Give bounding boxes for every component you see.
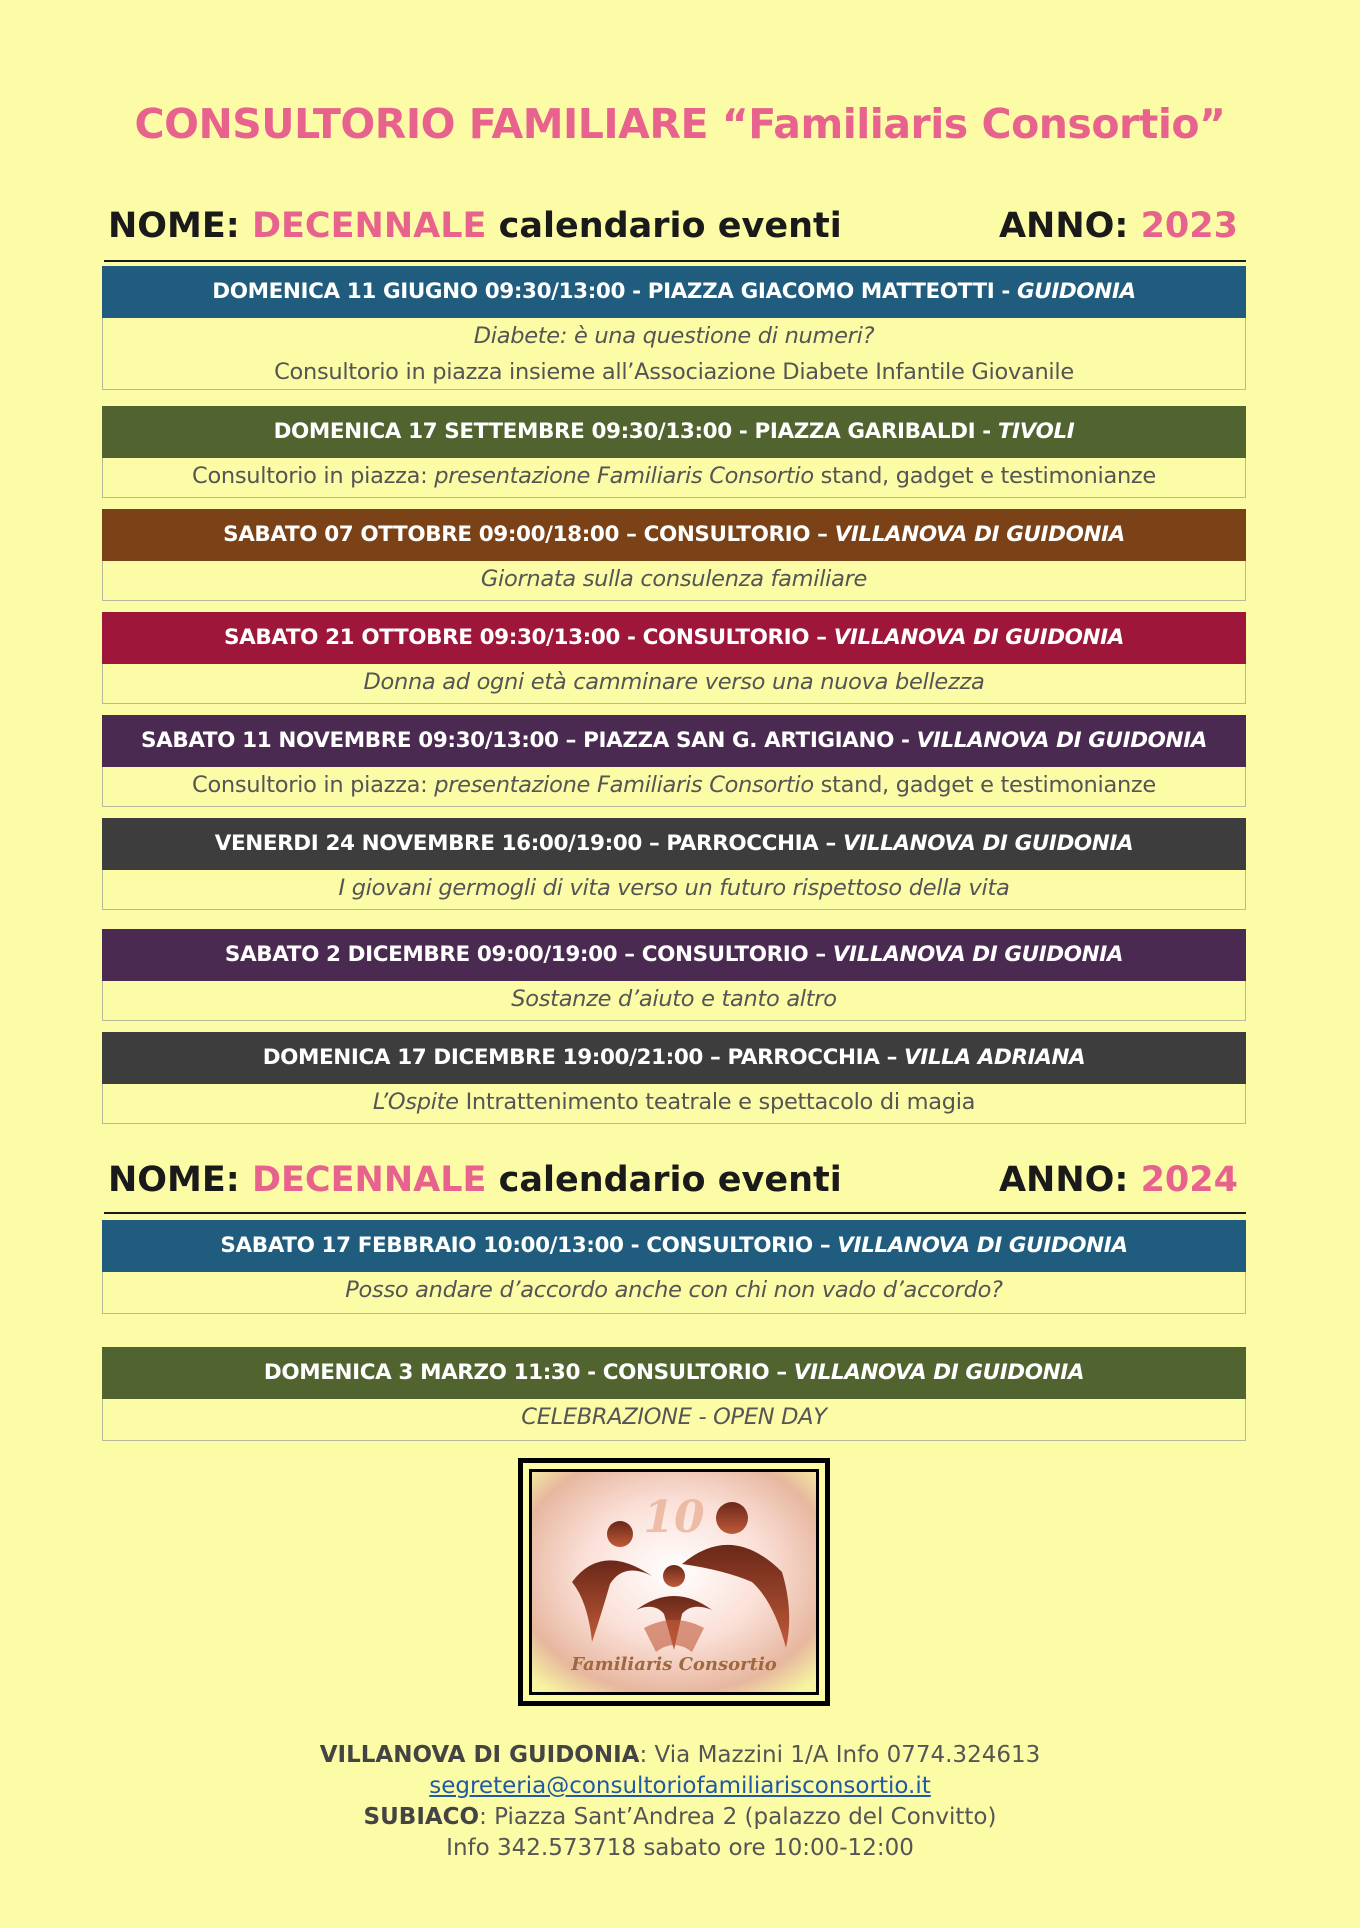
event-card <box>102 1032 1246 1124</box>
event-description: I giovani germogli di vita verso un futuro rispettoso della vita <box>102 870 1246 910</box>
event-header: DOMENICA 17 DICEMBRE 19:00/21:00 – PARROCCHIA – VILLA ADRIANA <box>102 1032 1246 1084</box>
name-label: NOME: <box>108 1160 240 1200</box>
decennale-label: DECENNALE <box>251 1160 487 1200</box>
event-header: DOMENICA 17 SETTEMBRE 09:30/13:00 - PIAZZA GARIBALDI - TIVOLI <box>102 406 1246 458</box>
event-card <box>102 266 1246 390</box>
section-header-2023 <box>108 206 1238 246</box>
event-card <box>102 929 1246 1021</box>
event-description: Consultorio in piazza: presentazione Familiaris Consortio stand, gadget e testimonianze <box>102 458 1246 498</box>
event-description: Giornata sulla consulenza familiare <box>102 561 1246 601</box>
logo-caption: Familiaris Consortio <box>571 1654 777 1675</box>
calendar-label: calendario eventi <box>498 206 842 246</box>
event-description: Sostanze d’aiuto e tanto altro <box>102 981 1246 1021</box>
contact-footer <box>0 1740 1360 1864</box>
family-logo-icon <box>532 1472 816 1692</box>
year-value: 2024 <box>1140 1160 1238 1200</box>
event-card <box>102 612 1246 704</box>
event-header: SABATO 17 FEBBRAIO 10:00/13:00 - CONSULTORIO – VILLANOVA DI GUIDONIA <box>102 1220 1246 1272</box>
year-label: ANNO: <box>998 1160 1129 1200</box>
event-card <box>102 818 1246 910</box>
event-card <box>102 1220 1246 1314</box>
event-description: Posso andare d’accordo anche con chi non vado d’accordo? <box>102 1272 1246 1314</box>
year-label: ANNO: <box>998 206 1129 246</box>
logo <box>518 1458 830 1706</box>
event-description: CELEBRAZIONE - OPEN DAY <box>102 1399 1246 1441</box>
event-card <box>102 509 1246 601</box>
contact-line-subiaco: SUBIACO: Piazza Sant’Andrea 2 (palazzo del Convitto) <box>363 1804 997 1830</box>
calendar-label: calendario eventi <box>498 1160 842 1200</box>
event-header: SABATO 11 NOVEMBRE 09:30/13:00 – PIAZZA SAN G. ARTIGIANO - VILLANOVA DI GUIDONIA <box>102 715 1246 767</box>
event-header: SABATO 21 OTTOBRE 09:30/13:00 - CONSULTORIO – VILLANOVA DI GUIDONIA <box>102 612 1246 664</box>
contact-line-villanova: VILLANOVA DI GUIDONIA: Via Mazzini 1/A Info 0774.324613 <box>319 1742 1041 1768</box>
event-description: Diabete: è una questione di numeri? Consultorio in piazza insieme all’Associazione Diabete Infantile Giovanile <box>102 318 1246 390</box>
logo-number: 10 <box>643 1492 705 1543</box>
event-header: DOMENICA 3 MARZO 11:30 - CONSULTORIO – VILLANOVA DI GUIDONIA <box>102 1347 1246 1399</box>
event-description: Consultorio in piazza: presentazione Familiaris Consortio stand, gadget e testimonianze <box>102 767 1246 807</box>
event-description: Donna ad ogni età camminare verso una nuova bellezza <box>102 664 1246 704</box>
event-description: L’Ospite Intrattenimento teatrale e spettacolo di magia <box>102 1084 1246 1124</box>
event-header: SABATO 2 DICEMBRE 09:00/19:00 – CONSULTORIO – VILLANOVA DI GUIDONIA <box>102 929 1246 981</box>
event-header: DOMENICA 11 GIUGNO 09:30/13:00 - PIAZZA GIACOMO MATTEOTTI - GUIDONIA <box>102 266 1246 318</box>
year-value: 2023 <box>1140 206 1238 246</box>
page-title: CONSULTORIO FAMILIARE “Familiaris Consortio” <box>134 100 1226 148</box>
section-header-2024 <box>108 1160 1238 1200</box>
event-header: SABATO 07 OTTOBRE 09:00/18:00 – CONSULTORIO – VILLANOVA DI GUIDONIA <box>102 509 1246 561</box>
event-header: VENERDI 24 NOVEMBRE 16:00/19:00 – PARROCCHIA – VILLANOVA DI GUIDONIA <box>102 818 1246 870</box>
decennale-label: DECENNALE <box>251 206 487 246</box>
contact-line-info: Info 342.573718 sabato ore 10:00-12:00 <box>446 1835 914 1861</box>
event-card <box>102 406 1246 498</box>
event-card <box>102 1347 1246 1441</box>
email-link[interactable]: segreteria@consultoriofamiliarisconsortio.it <box>429 1773 931 1799</box>
name-label: NOME: <box>108 206 240 246</box>
event-card <box>102 715 1246 807</box>
